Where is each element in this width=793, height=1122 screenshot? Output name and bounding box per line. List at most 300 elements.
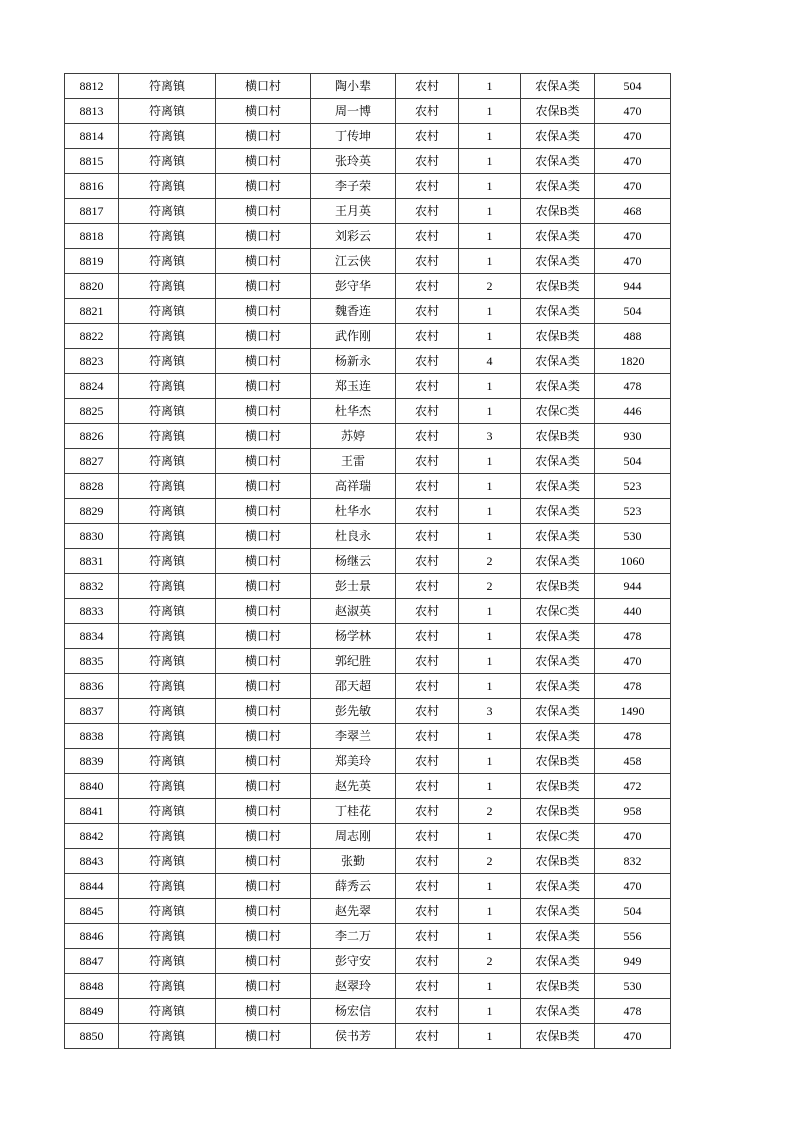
cell-person-count: 1 (459, 649, 521, 674)
cell-village: 横口村 (216, 574, 311, 599)
table-row (65, 324, 671, 349)
cell-person-count: 1 (459, 399, 521, 424)
cell-amount: 958 (595, 799, 671, 824)
cell-amount: 478 (595, 674, 671, 699)
cell-village: 横口村 (216, 249, 311, 274)
cell-amount: 478 (595, 724, 671, 749)
cell-town: 符离镇 (119, 999, 216, 1024)
cell-village: 横口村 (216, 624, 311, 649)
cell-person-count: 1 (459, 199, 521, 224)
cell-village: 横口村 (216, 699, 311, 724)
cell-name: 赵先翠 (311, 899, 396, 924)
table-body (65, 74, 671, 1049)
cell-person-count: 1 (459, 674, 521, 699)
cell-name: 王月英 (311, 199, 396, 224)
cell-town: 符离镇 (119, 824, 216, 849)
cell-amount: 530 (595, 524, 671, 549)
cell-person-count: 1 (459, 299, 521, 324)
cell-id: 8838 (65, 724, 119, 749)
table-row (65, 924, 671, 949)
cell-village: 横口村 (216, 874, 311, 899)
table-row (65, 299, 671, 324)
cell-town: 符离镇 (119, 324, 216, 349)
cell-insurance-category: 农保A类 (521, 724, 595, 749)
cell-town: 符离镇 (119, 249, 216, 274)
table-row (65, 374, 671, 399)
table-row (65, 174, 671, 199)
cell-name: 李子荣 (311, 174, 396, 199)
cell-id: 8814 (65, 124, 119, 149)
cell-name: 郑美玲 (311, 749, 396, 774)
cell-amount: 488 (595, 324, 671, 349)
cell-name: 邵天超 (311, 674, 396, 699)
cell-amount: 930 (595, 424, 671, 449)
table-row (65, 249, 671, 274)
cell-insurance-category: 农保C类 (521, 399, 595, 424)
cell-amount: 1820 (595, 349, 671, 374)
cell-residence-type: 农村 (396, 849, 459, 874)
cell-person-count: 2 (459, 274, 521, 299)
cell-name: 周志刚 (311, 824, 396, 849)
cell-id: 8818 (65, 224, 119, 249)
cell-name: 郭纪胜 (311, 649, 396, 674)
cell-residence-type: 农村 (396, 724, 459, 749)
cell-id: 8825 (65, 399, 119, 424)
cell-name: 张玲英 (311, 149, 396, 174)
cell-amount: 504 (595, 74, 671, 99)
cell-residence-type: 农村 (396, 424, 459, 449)
cell-id: 8820 (65, 274, 119, 299)
cell-town: 符离镇 (119, 149, 216, 174)
cell-name: 杜华杰 (311, 399, 396, 424)
cell-insurance-category: 农保B类 (521, 749, 595, 774)
cell-person-count: 3 (459, 424, 521, 449)
table-row (65, 474, 671, 499)
cell-insurance-category: 农保C类 (521, 599, 595, 624)
cell-person-count: 3 (459, 699, 521, 724)
cell-residence-type: 农村 (396, 574, 459, 599)
cell-id: 8839 (65, 749, 119, 774)
cell-id: 8822 (65, 324, 119, 349)
cell-insurance-category: 农保A类 (521, 474, 595, 499)
cell-id: 8826 (65, 424, 119, 449)
table-row (65, 699, 671, 724)
cell-id: 8848 (65, 974, 119, 999)
cell-name: 陶小辈 (311, 74, 396, 99)
cell-amount: 470 (595, 824, 671, 849)
cell-town: 符离镇 (119, 624, 216, 649)
cell-amount: 470 (595, 224, 671, 249)
table-row (65, 449, 671, 474)
cell-name: 刘彩云 (311, 224, 396, 249)
table-row (65, 774, 671, 799)
cell-id: 8837 (65, 699, 119, 724)
cell-person-count: 1 (459, 74, 521, 99)
cell-residence-type: 农村 (396, 599, 459, 624)
table-row (65, 624, 671, 649)
cell-town: 符离镇 (119, 924, 216, 949)
cell-village: 横口村 (216, 74, 311, 99)
cell-village: 横口村 (216, 474, 311, 499)
cell-person-count: 1 (459, 724, 521, 749)
cell-town: 符离镇 (119, 799, 216, 824)
cell-id: 8812 (65, 74, 119, 99)
table-row (65, 824, 671, 849)
cell-town: 符离镇 (119, 74, 216, 99)
cell-insurance-category: 农保B类 (521, 1024, 595, 1049)
table-row (65, 1024, 671, 1049)
cell-town: 符离镇 (119, 199, 216, 224)
cell-name: 李二万 (311, 924, 396, 949)
cell-amount: 478 (595, 374, 671, 399)
table-row (65, 899, 671, 924)
cell-person-count: 4 (459, 349, 521, 374)
cell-id: 8816 (65, 174, 119, 199)
cell-name: 魏香连 (311, 299, 396, 324)
cell-residence-type: 农村 (396, 124, 459, 149)
cell-town: 符离镇 (119, 974, 216, 999)
cell-person-count: 1 (459, 599, 521, 624)
cell-person-count: 2 (459, 799, 521, 824)
cell-amount: 470 (595, 99, 671, 124)
table-row (65, 274, 671, 299)
cell-town: 符离镇 (119, 524, 216, 549)
cell-town: 符离镇 (119, 374, 216, 399)
cell-town: 符离镇 (119, 899, 216, 924)
cell-id: 8821 (65, 299, 119, 324)
cell-village: 横口村 (216, 949, 311, 974)
cell-amount: 440 (595, 599, 671, 624)
cell-residence-type: 农村 (396, 749, 459, 774)
cell-person-count: 1 (459, 374, 521, 399)
cell-name: 郑玉连 (311, 374, 396, 399)
cell-insurance-category: 农保A类 (521, 149, 595, 174)
cell-amount: 470 (595, 174, 671, 199)
cell-amount: 470 (595, 249, 671, 274)
cell-name: 杨新永 (311, 349, 396, 374)
cell-name: 杨学林 (311, 624, 396, 649)
cell-insurance-category: 农保B类 (521, 274, 595, 299)
cell-residence-type: 农村 (396, 974, 459, 999)
cell-insurance-category: 农保A类 (521, 499, 595, 524)
cell-name: 武作刚 (311, 324, 396, 349)
cell-residence-type: 农村 (396, 374, 459, 399)
cell-residence-type: 农村 (396, 449, 459, 474)
cell-insurance-category: 农保A类 (521, 549, 595, 574)
cell-id: 8844 (65, 874, 119, 899)
cell-id: 8834 (65, 624, 119, 649)
cell-insurance-category: 农保B类 (521, 574, 595, 599)
cell-person-count: 1 (459, 224, 521, 249)
cell-name: 赵先英 (311, 774, 396, 799)
cell-town: 符离镇 (119, 649, 216, 674)
cell-name: 高祥瑞 (311, 474, 396, 499)
cell-town: 符离镇 (119, 174, 216, 199)
cell-village: 横口村 (216, 924, 311, 949)
cell-village: 横口村 (216, 99, 311, 124)
cell-village: 横口村 (216, 499, 311, 524)
cell-id: 8815 (65, 149, 119, 174)
cell-residence-type: 农村 (396, 99, 459, 124)
cell-town: 符离镇 (119, 299, 216, 324)
cell-village: 横口村 (216, 599, 311, 624)
cell-name: 周一博 (311, 99, 396, 124)
cell-residence-type: 农村 (396, 174, 459, 199)
cell-village: 横口村 (216, 274, 311, 299)
cell-residence-type: 农村 (396, 774, 459, 799)
table-row (65, 224, 671, 249)
cell-id: 8840 (65, 774, 119, 799)
cell-person-count: 2 (459, 574, 521, 599)
cell-village: 横口村 (216, 749, 311, 774)
cell-residence-type: 农村 (396, 699, 459, 724)
cell-id: 8828 (65, 474, 119, 499)
cell-name: 彭守华 (311, 274, 396, 299)
cell-residence-type: 农村 (396, 299, 459, 324)
table-row (65, 849, 671, 874)
cell-residence-type: 农村 (396, 624, 459, 649)
cell-id: 8817 (65, 199, 119, 224)
cell-amount: 470 (595, 149, 671, 174)
cell-village: 横口村 (216, 374, 311, 399)
cell-town: 符离镇 (119, 474, 216, 499)
cell-id: 8833 (65, 599, 119, 624)
cell-name: 杜良永 (311, 524, 396, 549)
cell-id: 8849 (65, 999, 119, 1024)
cell-village: 横口村 (216, 299, 311, 324)
cell-residence-type: 农村 (396, 899, 459, 924)
table-row (65, 524, 671, 549)
cell-amount: 470 (595, 649, 671, 674)
cell-insurance-category: 农保A类 (521, 649, 595, 674)
cell-insurance-category: 农保B类 (521, 974, 595, 999)
table-row (65, 949, 671, 974)
table-row (65, 349, 671, 374)
cell-village: 横口村 (216, 124, 311, 149)
cell-person-count: 1 (459, 149, 521, 174)
cell-town: 符离镇 (119, 99, 216, 124)
table-row (65, 199, 671, 224)
cell-town: 符离镇 (119, 949, 216, 974)
cell-id: 8836 (65, 674, 119, 699)
cell-amount: 530 (595, 974, 671, 999)
cell-residence-type: 农村 (396, 224, 459, 249)
cell-amount: 523 (595, 499, 671, 524)
cell-insurance-category: 农保A类 (521, 874, 595, 899)
cell-amount: 470 (595, 874, 671, 899)
cell-id: 8832 (65, 574, 119, 599)
cell-name: 侯书芳 (311, 1024, 396, 1049)
cell-town: 符离镇 (119, 349, 216, 374)
cell-town: 符离镇 (119, 724, 216, 749)
cell-insurance-category: 农保B类 (521, 99, 595, 124)
cell-id: 8842 (65, 824, 119, 849)
cell-residence-type: 农村 (396, 949, 459, 974)
table-row (65, 749, 671, 774)
cell-id: 8841 (65, 799, 119, 824)
cell-insurance-category: 农保A类 (521, 349, 595, 374)
cell-name: 彭士景 (311, 574, 396, 599)
cell-person-count: 2 (459, 949, 521, 974)
cell-insurance-category: 农保A类 (521, 899, 595, 924)
cell-person-count: 1 (459, 499, 521, 524)
cell-person-count: 1 (459, 524, 521, 549)
cell-village: 横口村 (216, 1024, 311, 1049)
cell-town: 符离镇 (119, 574, 216, 599)
cell-person-count: 1 (459, 624, 521, 649)
table-row (65, 874, 671, 899)
table-row (65, 149, 671, 174)
cell-insurance-category: 农保A类 (521, 249, 595, 274)
cell-village: 横口村 (216, 999, 311, 1024)
cell-village: 横口村 (216, 174, 311, 199)
cell-town: 符离镇 (119, 674, 216, 699)
cell-person-count: 1 (459, 999, 521, 1024)
cell-village: 横口村 (216, 899, 311, 924)
cell-name: 丁传坤 (311, 124, 396, 149)
cell-village: 横口村 (216, 974, 311, 999)
cell-person-count: 1 (459, 824, 521, 849)
cell-id: 8846 (65, 924, 119, 949)
cell-amount: 832 (595, 849, 671, 874)
cell-village: 横口村 (216, 399, 311, 424)
table-row (65, 99, 671, 124)
cell-name: 薛秀云 (311, 874, 396, 899)
cell-village: 横口村 (216, 799, 311, 824)
cell-residence-type: 农村 (396, 649, 459, 674)
cell-amount: 470 (595, 1024, 671, 1049)
cell-person-count: 1 (459, 124, 521, 149)
cell-insurance-category: 农保B类 (521, 424, 595, 449)
cell-person-count: 1 (459, 749, 521, 774)
table-row (65, 649, 671, 674)
cell-town: 符离镇 (119, 699, 216, 724)
cell-insurance-category: 农保A类 (521, 524, 595, 549)
cell-town: 符离镇 (119, 749, 216, 774)
cell-residence-type: 农村 (396, 874, 459, 899)
cell-town: 符离镇 (119, 549, 216, 574)
cell-name: 李翠兰 (311, 724, 396, 749)
cell-id: 8850 (65, 1024, 119, 1049)
cell-town: 符离镇 (119, 449, 216, 474)
cell-person-count: 2 (459, 849, 521, 874)
cell-person-count: 1 (459, 324, 521, 349)
cell-name: 王雷 (311, 449, 396, 474)
table-row (65, 724, 671, 749)
cell-residence-type: 农村 (396, 399, 459, 424)
cell-person-count: 2 (459, 549, 521, 574)
cell-village: 横口村 (216, 549, 311, 574)
cell-insurance-category: 农保A类 (521, 949, 595, 974)
cell-amount: 504 (595, 299, 671, 324)
table-row (65, 74, 671, 99)
beneficiary-table (64, 73, 671, 1049)
cell-id: 8835 (65, 649, 119, 674)
cell-id: 8819 (65, 249, 119, 274)
cell-person-count: 1 (459, 99, 521, 124)
cell-name: 丁桂花 (311, 799, 396, 824)
table-row (65, 499, 671, 524)
cell-insurance-category: 农保A类 (521, 624, 595, 649)
cell-residence-type: 农村 (396, 799, 459, 824)
cell-amount: 944 (595, 574, 671, 599)
table-row (65, 424, 671, 449)
cell-residence-type: 农村 (396, 924, 459, 949)
cell-residence-type: 农村 (396, 549, 459, 574)
cell-amount: 504 (595, 899, 671, 924)
cell-residence-type: 农村 (396, 474, 459, 499)
cell-id: 8847 (65, 949, 119, 974)
cell-residence-type: 农村 (396, 199, 459, 224)
cell-insurance-category: 农保A类 (521, 174, 595, 199)
cell-name: 赵淑英 (311, 599, 396, 624)
cell-person-count: 1 (459, 449, 521, 474)
cell-amount: 1060 (595, 549, 671, 574)
cell-town: 符离镇 (119, 599, 216, 624)
cell-town: 符离镇 (119, 849, 216, 874)
cell-name: 赵翠玲 (311, 974, 396, 999)
cell-insurance-category: 农保C类 (521, 824, 595, 849)
cell-name: 张勤 (311, 849, 396, 874)
cell-id: 8845 (65, 899, 119, 924)
cell-name: 杨宏信 (311, 999, 396, 1024)
cell-town: 符离镇 (119, 499, 216, 524)
cell-insurance-category: 农保B类 (521, 199, 595, 224)
table-row (65, 574, 671, 599)
cell-residence-type: 农村 (396, 349, 459, 374)
cell-amount: 468 (595, 199, 671, 224)
cell-insurance-category: 农保B类 (521, 774, 595, 799)
table-row (65, 399, 671, 424)
cell-town: 符离镇 (119, 874, 216, 899)
cell-person-count: 1 (459, 1024, 521, 1049)
cell-insurance-category: 农保A类 (521, 699, 595, 724)
cell-person-count: 1 (459, 474, 521, 499)
cell-village: 横口村 (216, 674, 311, 699)
cell-amount: 523 (595, 474, 671, 499)
cell-insurance-category: 农保A类 (521, 74, 595, 99)
cell-village: 横口村 (216, 349, 311, 374)
cell-town: 符离镇 (119, 424, 216, 449)
cell-village: 横口村 (216, 824, 311, 849)
cell-town: 符离镇 (119, 224, 216, 249)
table-row (65, 599, 671, 624)
cell-id: 8829 (65, 499, 119, 524)
table-row (65, 549, 671, 574)
cell-village: 横口村 (216, 449, 311, 474)
cell-amount: 504 (595, 449, 671, 474)
cell-residence-type: 农村 (396, 999, 459, 1024)
cell-amount: 478 (595, 999, 671, 1024)
cell-person-count: 1 (459, 249, 521, 274)
cell-residence-type: 农村 (396, 324, 459, 349)
cell-insurance-category: 农保A类 (521, 124, 595, 149)
cell-insurance-category: 农保A类 (521, 999, 595, 1024)
cell-village: 横口村 (216, 199, 311, 224)
table-row (65, 124, 671, 149)
cell-amount: 470 (595, 124, 671, 149)
cell-insurance-category: 农保A类 (521, 374, 595, 399)
cell-village: 横口村 (216, 774, 311, 799)
cell-residence-type: 农村 (396, 249, 459, 274)
cell-name: 杜华水 (311, 499, 396, 524)
cell-village: 横口村 (216, 649, 311, 674)
cell-person-count: 1 (459, 874, 521, 899)
cell-town: 符离镇 (119, 399, 216, 424)
cell-amount: 472 (595, 774, 671, 799)
cell-person-count: 1 (459, 974, 521, 999)
cell-insurance-category: 农保A类 (521, 224, 595, 249)
